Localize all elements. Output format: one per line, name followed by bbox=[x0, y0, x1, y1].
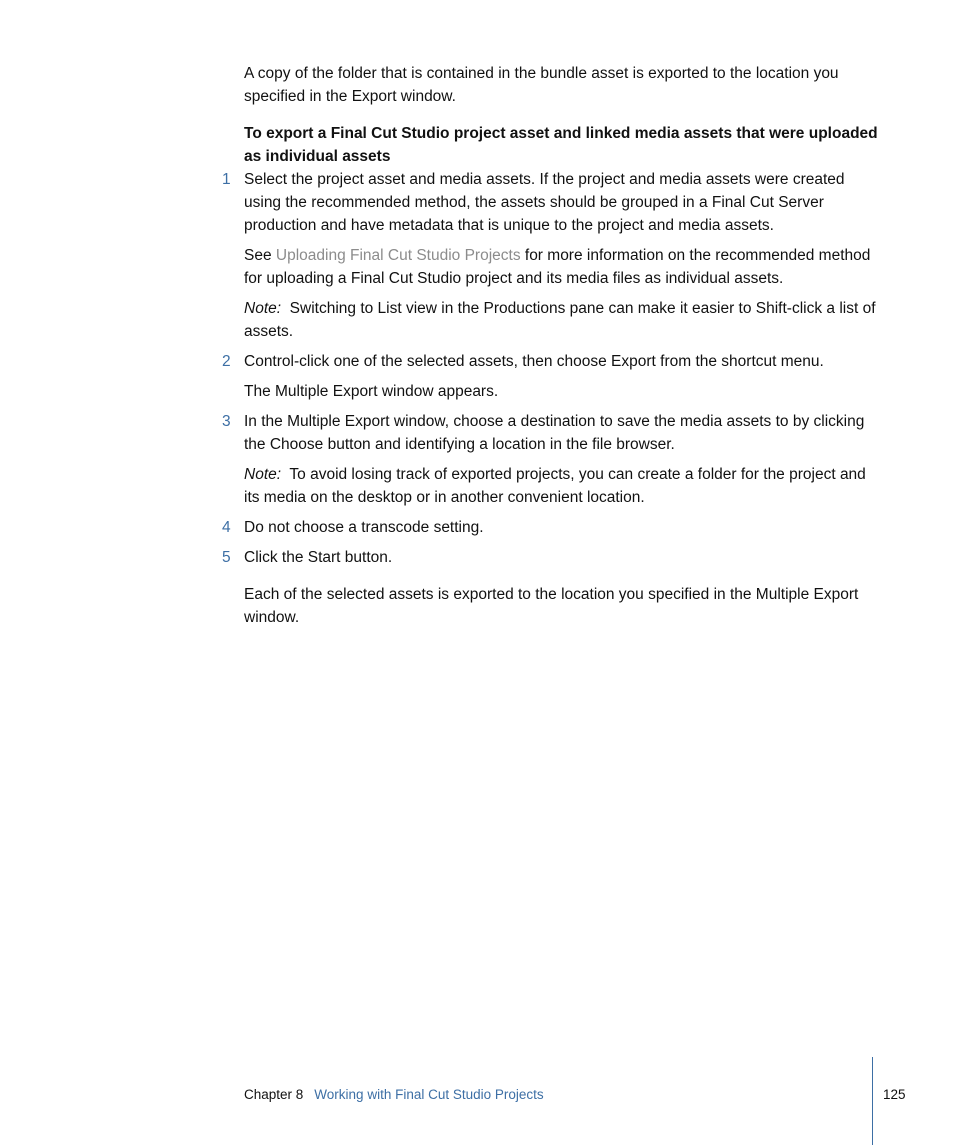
step-number: 1 bbox=[222, 171, 231, 188]
note-label: Note: bbox=[244, 466, 282, 483]
result-paragraph: Each of the selected assets is exported to the location you specified in the Multiple Export window. bbox=[244, 586, 859, 626]
note-paragraph bbox=[244, 463, 884, 509]
see-prefix: See bbox=[244, 247, 276, 264]
step-3 bbox=[222, 410, 884, 456]
step-number: 2 bbox=[222, 353, 231, 370]
procedure-heading: To export a Final Cut Studio project asset and linked media assets that were uploaded as individual assets bbox=[244, 125, 878, 165]
step-5 bbox=[222, 546, 884, 569]
step-number: 3 bbox=[222, 413, 231, 430]
step-text: Click the Start button. bbox=[244, 549, 393, 566]
intro-paragraph: A copy of the folder that is contained in the bundle asset is exported to the location you specified in the Export window. bbox=[244, 65, 839, 105]
chapter-title-link[interactable]: Working with Final Cut Studio Projects bbox=[314, 1087, 544, 1102]
step-text: Control-click one of the selected assets, then choose Export from the shortcut menu. bbox=[244, 353, 824, 370]
step-number: 4 bbox=[222, 519, 231, 536]
uploading-projects-link[interactable]: Uploading Final Cut Studio Projects bbox=[275, 247, 521, 264]
step-number: 5 bbox=[222, 549, 231, 566]
document-body bbox=[222, 62, 884, 636]
step-4 bbox=[222, 516, 884, 539]
see-suffix: for more information on the recommended method for uploading a Final Cut Studio project and its media files as individual assets. bbox=[244, 247, 871, 287]
note-paragraph bbox=[244, 297, 884, 343]
step-1 bbox=[222, 168, 884, 237]
note-label: Note: bbox=[244, 300, 282, 317]
see-also-paragraph bbox=[244, 244, 884, 290]
note-text: To avoid losing track of exported projects, you can create a folder for the project and its media on the desktop or in another convenient location. bbox=[244, 466, 871, 506]
chapter-label: Chapter 8 bbox=[244, 1087, 304, 1102]
step-2 bbox=[222, 350, 884, 373]
step-text: Do not choose a transcode setting. bbox=[244, 519, 484, 536]
page-number: 125 bbox=[883, 1087, 906, 1102]
note-text: Switching to List view in the Productions pane can make it easier to Shift-click a list of assets. bbox=[244, 300, 880, 340]
step-text: Select the project asset and media assets. If the project and media assets were created using the recommended method, the assets should be grouped in a Final Cut Server production and have metadata that is unique to the project and media assets. bbox=[244, 171, 845, 234]
step-followup: The Multiple Export window appears. bbox=[244, 383, 499, 400]
step-text: In the Multiple Export window, choose a destination to save the media assets to by clicking the Choose button and identifying a location in the file browser. bbox=[244, 413, 865, 453]
footer-divider bbox=[872, 1057, 873, 1145]
page-footer bbox=[244, 1086, 544, 1104]
